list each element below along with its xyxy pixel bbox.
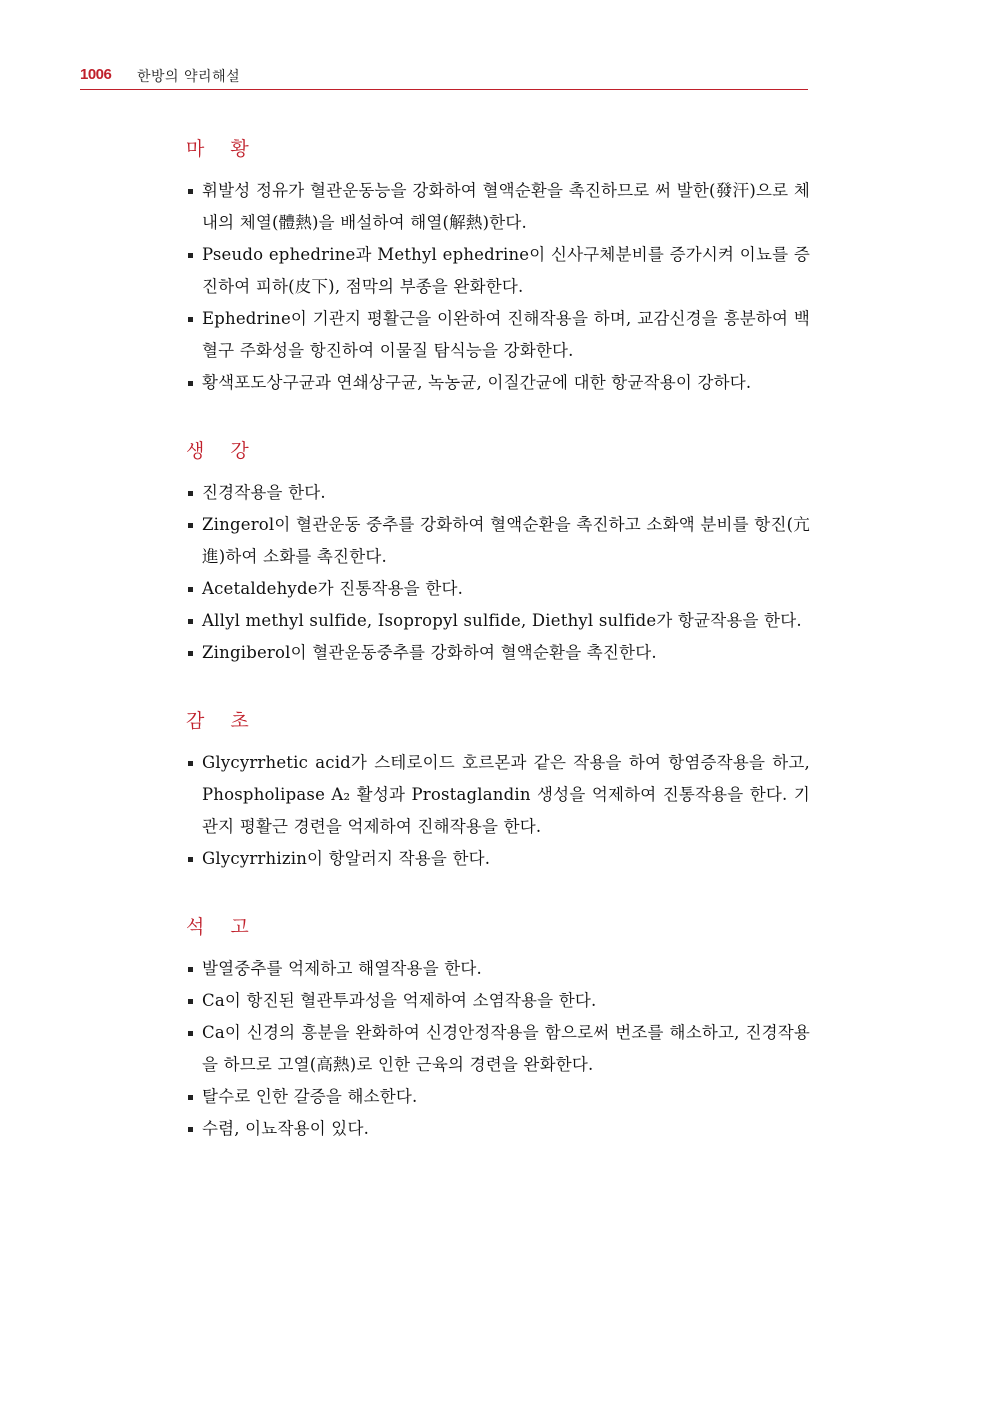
section-title: 마 황: [186, 138, 259, 160]
list-item: [186, 985, 810, 1017]
item-text: Zingerol이 혈관운동 중추를 강화하여 혈액순환을 촉진하고 소화액 분비를 항진(亢進)하여 소화를 촉진한다.: [202, 515, 810, 566]
bullet-icon: [188, 651, 193, 656]
list-item: [186, 367, 810, 399]
item-text: Pseudo ephedrine과 Methyl ephedrine이 신사구체분비를 증가시켜 이뇨를 증진하여 피하(皮下), 점막의 부종을 완화한다.: [202, 245, 810, 296]
section-saenggang: [186, 437, 810, 669]
list-item: [186, 1017, 810, 1081]
section-seokgo: [186, 913, 810, 1145]
list-item: [186, 1081, 810, 1113]
item-text: Glycyrrhizin이 항알러지 작용을 한다.: [202, 849, 491, 868]
item-text: 수렴, 이뇨작용이 있다.: [202, 1119, 370, 1138]
list-item: [186, 1113, 810, 1145]
item-text: Ca이 항진된 혈관투과성을 억제하여 소염작용을 한다.: [202, 991, 597, 1010]
bullet-icon: [188, 189, 193, 194]
bullet-icon: [188, 523, 193, 528]
list-item: [186, 573, 810, 605]
bullet-icon: [188, 491, 193, 496]
item-text: 진경작용을 한다.: [202, 483, 326, 502]
list-item: [186, 175, 810, 239]
item-text: 휘발성 정유가 혈관운동능을 강화하여 혈액순환을 촉진하므로 써 발한(發汗)으로 체내의 체열(體熱)을 배설하여 해열(解熱)한다.: [202, 181, 810, 232]
item-list: [186, 747, 810, 875]
bullet-icon: [188, 999, 193, 1004]
list-item: [186, 747, 810, 843]
section-gamcho: [186, 707, 810, 875]
bullet-icon: [188, 381, 193, 386]
bullet-icon: [188, 619, 193, 624]
list-item: [186, 509, 810, 573]
section-mahwang: [186, 135, 810, 399]
item-list: [186, 175, 810, 399]
item-text: 발열중추를 억제하고 해열작용을 한다.: [202, 959, 483, 978]
item-list: [186, 953, 810, 1145]
bullet-icon: [188, 967, 193, 972]
page-number: 1006: [80, 66, 112, 83]
item-list: [186, 477, 810, 669]
list-item: [186, 843, 810, 875]
section-title: 감 초: [186, 710, 259, 732]
bullet-icon: [188, 587, 193, 592]
page-header: [80, 66, 808, 90]
main-content: [186, 135, 810, 1183]
item-text: 황색포도상구균과 연쇄상구균, 녹농균, 이질간균에 대한 항균작용이 강하다.: [202, 373, 752, 392]
section-title: 생 강: [186, 440, 259, 462]
bullet-icon: [188, 1095, 193, 1100]
item-text: Zingiberol이 혈관운동중추를 강화하여 혈액순환을 촉진한다.: [202, 643, 657, 662]
bullet-icon: [188, 317, 193, 322]
item-text: Allyl methyl sulfide, Isopropyl sulfide, Diethyl sulfide가 항균작용을 한다.: [202, 611, 802, 630]
item-text: Glycyrrhetic acid가 스테로이드 호르몬과 같은 작용을 하여 항염증작용을 하고, Phospholipase A₂ 활성과 Prostaglandin 생성을 억제하여 진통작용을 한다. 기관지 평활근 경련을 억제하여 진해작용을 한다.: [202, 753, 810, 836]
list-item: [186, 605, 810, 637]
list-item: [186, 239, 810, 303]
list-item: [186, 637, 810, 669]
bullet-icon: [188, 1127, 193, 1132]
running-title: 한방의 약리해설: [137, 69, 241, 85]
item-text: Ca이 신경의 흥분을 완화하여 신경안정작용을 함으로써 번조를 해소하고, 진경작용을 하므로 고열(高熱)로 인한 근육의 경련을 완화한다.: [202, 1023, 810, 1074]
list-item: [186, 303, 810, 367]
bullet-icon: [188, 761, 193, 766]
bullet-icon: [188, 857, 193, 862]
bullet-icon: [188, 253, 193, 258]
list-item: [186, 953, 810, 985]
section-title: 석 고: [186, 916, 259, 938]
item-text: 탈수로 인한 갈증을 해소한다.: [202, 1087, 418, 1106]
item-text: Ephedrine이 기관지 평활근을 이완하여 진해작용을 하며, 교감신경을 흥분하여 백혈구 주화성을 항진하여 이물질 탐식능을 강화한다.: [202, 309, 810, 360]
bullet-icon: [188, 1031, 193, 1036]
item-text: Acetaldehyde가 진통작용을 한다.: [202, 579, 464, 598]
list-item: [186, 477, 810, 509]
header-rule: [80, 89, 808, 90]
